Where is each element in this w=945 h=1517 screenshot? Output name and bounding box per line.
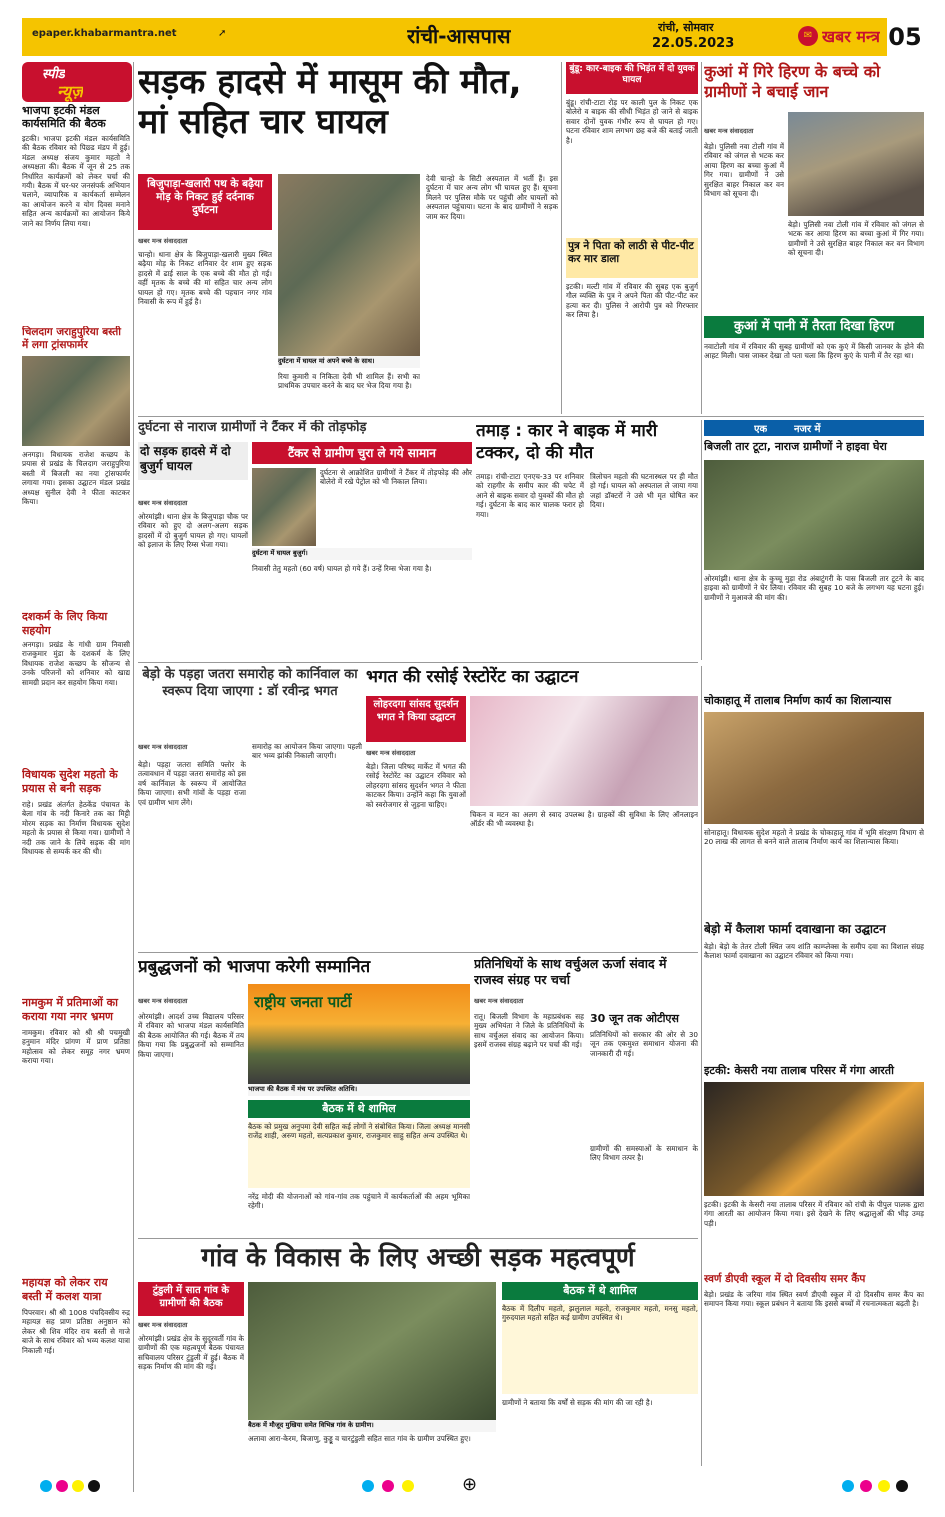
elders-headline: प्रबुद्धजनों को भाजपा करेगी सम्मानित xyxy=(138,957,371,977)
restaurant-story xyxy=(366,666,698,950)
bottom-byline: खबर मन्त्र संवाददाता xyxy=(138,1321,188,1329)
lead-story xyxy=(138,62,558,414)
revenue-body: रातू। बिजली विभाग के महाप्रबंधक सह मुख्य अभियंता ने जिले के प्रतिनिधियों के साथ वर्चुअल संवाद का आयोजन किया। इसमें राजस्व संग्रह बढ़ाने पर चर्चा की गई। xyxy=(474,1012,584,1050)
lead-body-1: चान्हो। थाना क्षेत्र के बिजुपाड़ा-खलारी मुख्य स्थित बढ़ैया मोड़ के निकट शनिवार देर शाम हुए सड़क हादसे में ढाई साल के एक बच्चे की मौत हो गई। वहीं मृतक के बच्चे की मां सहित चार अन्य लोग घायल हो गए। मृतक बच्चे की पहचान नगर गांव निवासी के रूप में हुई है। xyxy=(138,250,272,307)
row4-divider xyxy=(138,1238,698,1239)
budu-box-title: बुंडू: कार-बाइक की भिड़ंत में दो युवक घायल xyxy=(566,62,698,94)
tamad-headline: तमाड़ : कार ने बाइक में मारी टक्कर, दो की मौत xyxy=(476,421,658,463)
site-url[interactable]: epaper.khabarmantra.net xyxy=(32,28,177,39)
jatra-body-2: समारोह का आयोजन किया जाएगा। पहली बार भव्य झांकी निकाली जाएगी। xyxy=(252,742,362,761)
electric-body: ओरमांझी। थाना क्षेत्र के कुच्चू मुड़ा रोड अंबाटुंगरी के पास बिजली तार टूटने के बाद हाइवा को ग्रामीणों ने घेर लिया। रविवार की सुबह 10 बजे के लगभग यह घटना हुई। ग्रामीणों ने मुआवजे की मांग की। xyxy=(704,574,924,602)
elders-body-2: नरेंद्र मोदी की योजनाओं को गांव-गांव तक पहुंचाने में कार्यकर्ताओं की अहम भूमिका रहेगी। xyxy=(248,1192,470,1211)
deer-story xyxy=(704,62,924,414)
jatra-body: बेड़ो। पड़हा जतरा समिति फ्लोर के तत्वावधान में पड़हा जतरा समारोह को इस वर्ष कार्निवाल के स्वरूप में आयोजित किया जाएगा। सभी गांवों के पड़हा राजा एवं ग्रामीण भाग लेंगे। xyxy=(138,760,246,807)
lead-headline: सड़क हादसे में मासूम की मौत, मां सहित चार घायल xyxy=(138,62,522,142)
son-father-body: इटकी। मल्टी गांव में रविवार की सुबह एक बुजुर्ग गौल व्यक्ति के पुत्र ने अपने पिता की पीट-पीट कर हत्या कर दी। पुलिस ने आरोपी पुत्र को गिरफ्तार कर लिया है। xyxy=(566,282,698,320)
color-dot-7 xyxy=(402,1480,414,1492)
electric-headline: बिजली तार टूटा, नाराज ग्रामीणों ने हाइवा घेरा xyxy=(704,440,887,453)
left-item-5-body: नामकुम। रविवार को श्री श्री पचमुखी हनुमान मंदिर प्रांगण में प्राण प्रतिष्ठा महोत्सव को लेकर समूह नगर भ्रमण कराया गया। xyxy=(22,1028,130,1066)
left-item-2-body: अनगड़ा। विधायक राजेश कच्छप के प्रयास से प्रखंड के चिलदाग जराहुपुरिया बस्ती में बिजली का नया ट्रांसफार्मर लगाया गया। इसका उद्घाटन मंडल प्रखंड अध्यक्ष सुनील देवी ने फीता काटकर किया। xyxy=(22,450,130,507)
deer-sub-box: कुआं में पानी में तैरता दिखा हिरण xyxy=(704,316,924,338)
deer-body-b: बेड़ो। पुलिसी नवा टोली गांव में रविवार को जंगल से भटक कर आया हिरण का बच्चा कुआं में गिर गया। ग्रामीणों ने उसे सुरक्षित बाहर निकाल कर वन विभाग को सूचना दी। xyxy=(788,220,924,258)
summer-body: बेड़ो। प्रखंड के जरिया गांव स्थित स्वर्ण डीएवी स्कूल में दो दिवसीय समर कैंप का समापन किया गया। स्कूल प्रबंधन ने बताया कि इससे बच्चों में रचनात्मकता बढ़ती है। xyxy=(704,1290,924,1309)
row1-divider xyxy=(138,416,924,417)
tanker-box: टैंकर से ग्रामीण चुरा ले गये सामान xyxy=(252,442,472,464)
bottom-photo xyxy=(248,1282,496,1420)
ek-nazar-band xyxy=(704,420,924,436)
left-item-6-body: पिपरवार। श्री श्री 1008 पंचदिवसीय रुद्र महायज्ञ सह प्राण प्रतिष्ठा अनुष्ठान को लेकर श्री शिव मंदिर राय बस्ती से गाजे बाजे के साथ रविवार को भव्य कलश यात्रा निकाली गई। xyxy=(22,1308,130,1355)
lead-sub-box: बिजुपाड़ा-खलारी पथ के बढ़ैया मोड़ के निकट हुई दर्दनाक दुर्घटना xyxy=(138,174,272,230)
revenue-box: 30 जून तक ओटीएस xyxy=(590,1012,679,1025)
budu-body: बुंडू। रांची-टाटा रोड़ पर काली पुल के निकट एक बोलेरो व बाइक की सीधी भिड़ंत हो जाने से बाइक सवार दोनों युवक गंभीर रूप से घायल हो गए। घटना रविवार शाम लगभग छह बजे की बताई जाती है। xyxy=(566,98,698,145)
left-item-5-title: नामकुम में प्रतिमाओं का कराया गया नगर भ्रमण xyxy=(22,996,118,1023)
left-item-4-title: विधायक सुदेश महतो के प्रयास से बनी सड़क xyxy=(22,768,118,795)
speed-news-line2: न्यूज़ xyxy=(57,82,83,101)
color-dot-6 xyxy=(382,1480,394,1492)
deer-byline: खबर मन्त्र संवाददाता xyxy=(704,127,754,135)
left-item-3-body: अनगड़ा। प्रखंड के गांधी ग्राम निवासी राजकुमार मुंडा के दशकर्म के लिए विधायक राजेश कच्छप के सौजन्य से उनके परिजनों को शनिवार को खाद्य सामग्री प्रदान कर सहयोग किया गया। xyxy=(22,640,130,687)
budu-story xyxy=(566,62,698,414)
bottom-box-2: बैठक में थे शामिल xyxy=(502,1282,698,1300)
revenue-body-2: ग्रामीणों की समस्याओं के समाधान के लिए विभाग तत्पर है। xyxy=(590,1144,698,1163)
pond-body: सोनाहातू। विधायक सुदेश महतो ने प्रखंड के चोकाहातू गांव में भूमि संरक्षण विभाग से 20 लाख की लागत से बनने वाले तालाब निर्माण कार्य का शिलान्यास किया। xyxy=(704,828,924,847)
color-dot-2 xyxy=(56,1480,68,1492)
tamad-story xyxy=(476,420,698,660)
page-number: 05 xyxy=(887,18,923,56)
color-dot-3 xyxy=(72,1480,84,1492)
bottom-body-2: अलावा आरा-केरम, बिजाणु, कुड्डू व चारटुंडुली सहित सात गांव के ग्रामीण उपस्थित हुए। xyxy=(248,1434,471,1443)
left-column-divider xyxy=(133,62,134,1492)
electric-story xyxy=(704,420,924,690)
elders-banner-text: राष्ट्रीय जनता पार्टी xyxy=(254,993,352,1011)
cursor-icon: ➚ xyxy=(218,28,227,39)
lead-byline: खबर मन्त्र संवाददाता xyxy=(138,237,188,245)
tamad-divider xyxy=(701,420,702,660)
restaurant-headline: भगत की रसोई रेस्टोरेंट का उद्घाटन xyxy=(366,667,579,687)
lead-photo-caption: दुर्घटना में घायल मां अपने बच्चे के साथ। xyxy=(278,356,420,368)
color-dot-11 xyxy=(896,1480,908,1492)
revenue-headline: प्रतिनिधियों के साथ वर्चुअल ऊर्जा संवाद में राजस्व संग्रह पर चर्चा xyxy=(474,956,667,987)
deer-sub-body: नवाटोली गांव में रविवार की सुबह ग्रामीणों को एक कुएं में किसी जानवर के होने की आहट मिली। पास जाकर देखा तो पता चला कि हिरण कुएं के पानी में तैर रहा था। xyxy=(704,342,924,361)
bottom-box: टुंडुली में सात गांव के ग्रामीणों की बैठक xyxy=(138,1282,244,1316)
ek-label: एक xyxy=(754,424,768,435)
restaurant-box: लोहरदगा सांसद सुदर्शन भगत ने किया उद्घाटन xyxy=(366,696,466,742)
elders-meeting-box: बैठक में थे शामिल xyxy=(248,1100,470,1118)
bottom-photo-caption: बैठक में मौजूद मुखिया समेत विभिन्न गांव के ग्रामीण। xyxy=(248,1420,496,1432)
left-item-4-body: राहे। प्रखंड अंतर्गत हेठकेंड पंचायत के बेला गांव के नदी किनारे तक का मिट्टी मोरम सड़क का निर्माण विधायक सुदेश महतो के प्रयास से किया गया। ग्रामीणों ने नदी तक जाने के लिये सड़क की मांग विधायक से सम्पर्क कर की थी। xyxy=(22,800,130,857)
lead-body-3: देवी चान्हो के सिटी अस्पताल में भर्ती हैं। इस दुर्घटना में चार अन्य लोग भी घायल हुए हैं। सूचना मिलने पर पुलिस मौके पर पहुंची और घायलों को अस्पताल पहुंचाया। घटना के बाद ग्रामीणों ने सड़क जाम कर दिया। xyxy=(426,174,558,221)
pond-story xyxy=(704,694,924,918)
bottom-body: ओरमांझी। प्रखंड क्षेत्र के सुदूरवर्ती गांव के ग्रामीणों की एक महत्वपूर्ण बैठक पंचायत सचिवालय परिसर टुंडुली में हुई। बैठक में सड़क निर्माण की मांग की गई। xyxy=(138,1334,244,1372)
pond-photo xyxy=(704,712,924,824)
elders-photo-caption: भाजपा की बैठक में मंच पर उपस्थित अतिथि। xyxy=(248,1084,470,1096)
color-dot-1 xyxy=(40,1480,52,1492)
brand-name: खबर मन्त्र xyxy=(822,27,880,46)
aarti-photo xyxy=(704,1082,924,1196)
aarti-story xyxy=(704,1064,924,1270)
budu-divider xyxy=(701,62,702,414)
electric-photo xyxy=(704,460,924,570)
tanker-kicker: दुर्घटना से नाराज ग्रामीणों ने टैंकर में की तोड़फोड़ xyxy=(138,420,367,435)
nazar-label: नजर में xyxy=(794,424,821,435)
tanker-body: ओरमांझी। थाना क्षेत्र के बिजुपाड़ा चौक पर रविवार को हुए दो अलग-अलग सड़क हादसों में दो बुजुर्ग घायल हो गए। घायलों को इलाज के लिए रिम्स भेजा गया। xyxy=(138,512,248,550)
color-dot-4 xyxy=(88,1480,100,1492)
jatra-headline: बेड़ो के पड़हा जतरा समारोह को कार्निवाल का स्वरूप दिया जाएगा : डॉ रवीन्द्र भगत xyxy=(142,667,358,699)
tanker-byline: खबर मन्त्र संवाददाता xyxy=(138,499,188,507)
print-registration-marks xyxy=(22,1470,923,1510)
pharmacy-story xyxy=(704,922,924,1062)
jatra-byline: खबर मन्त्र संवाददाता xyxy=(138,743,188,751)
color-dot-8 xyxy=(842,1480,854,1492)
jatra-story xyxy=(138,666,362,950)
deer-headline: कुआं में गिरे हिरण के बच्चे को ग्रामीणों ने बचाई जान xyxy=(704,62,881,101)
revenue-box-body: प्रतिनिधियों को सरकार की ओर से 30 जून तक एकमुश्त समाधान योजना की जानकारी दी गई। xyxy=(590,1030,698,1058)
elders-byline: खबर मन्त्र संवाददाता xyxy=(138,997,188,1005)
elders-story xyxy=(138,956,470,1236)
restaurant-byline: खबर मन्त्र संवाददाता xyxy=(366,749,416,757)
header-day: रांची, सोमवार xyxy=(658,21,714,34)
page-header xyxy=(22,18,923,56)
tamad-body-2: त्रिलोचन महतो की घटनास्थल पर ही मौत हो गई। घायल को अस्पताल ले जाया गया जहां डॉक्टरों ने उसे भी मृत घोषित कर दिया। xyxy=(590,472,698,510)
left-item-3-title: दशकर्म के लिए किया सहयोग xyxy=(22,610,108,637)
pharmacy-body: बेड़ो। बेड़ो के तेतर टोली स्थित जय शांति काम्प्लेक्स के समीप दवा का विशाल संग्रह कैलाश फार्मा दवाखाना का उद्घाटन रविवार को किया गया। xyxy=(704,942,924,961)
color-dot-10 xyxy=(878,1480,890,1492)
deer-photo xyxy=(788,112,924,216)
aarti-headline: इटकी: केसरी नया तालाब परिसर में गंगा आरती xyxy=(704,1064,894,1077)
pharmacy-headline: बेड़ो में कैलाश फार्मा दवाखाना का उद्घाटन xyxy=(704,922,886,936)
son-father-title: पुत्र ने पिता को लाठी से पीट-पीट कर मार डाला xyxy=(566,238,698,278)
bottom-body-3: ग्रामीणों ने बताया कि वर्षों से सड़क की मांग की जा रही है। xyxy=(502,1398,653,1407)
restaurant-body-2: चिकन व मटन का अलग से स्वाद उपलब्ध है। ग्राहकों की सुविधा के लिए ऑनलाइन ऑर्डर की भी व्यवस्था है। xyxy=(470,810,698,829)
left-item-2-title: चिलदाग जराहुपुरिया बस्ती में लगा ट्रांसफार्मर xyxy=(22,326,121,351)
revenue-byline: खबर मन्त्र संवाददाता xyxy=(474,997,524,1005)
left-item-6-title: महायज्ञ को लेकर राय बस्ती में कलश यात्रा xyxy=(22,1276,108,1303)
speed-news-badge xyxy=(22,62,132,102)
tamad-body: तमाड़। रांची-टाटा एनएच-33 पर शनिवार को राहगीर के समीप कार की चपेट में आने से बाइक सवार दो युवकों की मौत हो गई। दुर्घटना के बाद कार चालक फरार हो गया। xyxy=(476,472,584,519)
tanker-story xyxy=(138,420,472,660)
bottom-box-2-body: बैठक में दिलीप महतो, झलुलाल महतो, राजकुमार महतो, मनसु महतो, गुरुदयाल महतो सहित कई ग्रामीण उपस्थित थे। xyxy=(502,1304,698,1394)
revenue-story xyxy=(474,956,698,1236)
row2-divider xyxy=(138,662,698,663)
lead-divider xyxy=(561,62,562,414)
crosshair-icon: ⊕ xyxy=(462,1474,478,1495)
color-dot-5 xyxy=(362,1480,374,1492)
summer-story xyxy=(704,1272,924,1462)
summer-headline: स्वर्ण डीएवी स्कूल में दो दिवसीय समर कैंप xyxy=(704,1273,866,1285)
transformer-photo xyxy=(22,356,130,446)
lead-photo xyxy=(278,174,420,356)
bottom-headline: गांव के विकास के लिए अच्छी सड़क महत्वपूर्ण xyxy=(201,1243,635,1273)
row3-divider xyxy=(138,952,698,953)
left-item-1-body: इटकी। भाजपा इटकी मंडल कार्यसमिति की बैठक रविवार को पिछ्ड मंडप में हुई। मंडल अध्यक्ष संजय कुमार महतो ने अध्यक्षता की। बैठक में जून से 25 तक निर्धारित कार्यक्रमों को लेकर चर्चा की गयी। बैठक में घर-घर जनसंपर्क अभियान चलाने, व्यापारिक व कार्यकर्ता सम्मेलन का आयोजन करने व योग दिवस मनाने सहित अन्य कार्यक्रमों का आयोजन किये जाने का निर्णय लिया गया। xyxy=(22,134,130,228)
left-column xyxy=(22,104,130,1494)
speed-news-line1: स्पीड xyxy=(42,67,65,82)
restaurant-body: बेड़ो। जिला परिषद मार्केट में भगत की रसोई रेस्टोरेंट का उद्घाटन रविवार को लोहरदगा सांसद सुदर्शन भगत ने फीता काटकर किया। उन्होंने कहा कि युवाओं को स्वरोजगार से जुड़ना चाहिए। xyxy=(366,762,466,809)
tanker-side-head: दो सड़क हादसे में दो बुजुर्ग घायल xyxy=(138,442,248,480)
restaurant-photo xyxy=(470,696,698,806)
tanker-box-body: दुर्घटना से आक्रोशित ग्रामीणों ने टैंकर में तोड़फोड़ की और बोलेरो में रखे पेट्रोल को भी निकाल लिया। xyxy=(320,468,472,487)
elders-body: ओरमांझी। आदर्श उच्च विद्यालय परिसर में रविवार को भाजपा मंडल कार्यसमिति की बैठक आयोजित की गई। बैठक में तय किया गया कि प्रबुद्धजनों को सम्मानित किया जाएगा। xyxy=(138,1012,244,1059)
elders-photo xyxy=(248,984,470,1084)
color-dot-9 xyxy=(860,1480,872,1492)
lead-body-2: रिया कुमारी व निकिता देवी भी शामिल हैं। सभी का प्राथमिक उपचार करने के बाद घर भेज दिया गया है। xyxy=(278,372,420,391)
deer-body: बेड़ो। पुलिसी नवा टोली गांव में रविवार को जंगल से भटक कर आया हिरण का बच्चा कुआं में गिर गया। ग्रामीणों ने उसे सुरक्षित बाहर निकाल कर वन विभाग को सूचना दी। xyxy=(704,142,784,199)
tanker-photo xyxy=(252,468,316,546)
section-title: रांची-आसपास xyxy=(407,24,511,48)
header-date: 22.05.2023 xyxy=(652,36,735,51)
aarti-body: इटकी। इटकी के केसरी नया तालाब परिसर में रविवार को रांची के पीपुल पालक द्वारा गंगा आरती का आयोजन किया गया। इसे देखने के लिए श्रद्धालुओं की भीड़ उमड़ पड़ी। xyxy=(704,1200,924,1228)
tanker-body-2: निवासी तेतु महतो (60 वर्ष) घायल हो गये हैं। उन्हें रिम्स भेजा गया है। xyxy=(252,564,432,573)
elders-meeting-body: बैठक को प्रमुख अनुपमा देवी सहित कई लोगों ने संबोधित किया। जिला अध्यक्ष मानसी राजेंद्र शाही, अरुण महतो, सत्यप्रकाश कुमार, राजकुमार साहु सहित अन्य उपस्थित थे। xyxy=(248,1122,470,1188)
left-item-1-title: भाजपा इटकी मंडल कार्यसमिति की बैठक xyxy=(22,104,106,130)
pond-headline: चोकाहातू में तालाब निर्माण कार्य का शिलान्यास xyxy=(704,694,892,707)
tanker-photo-caption: दुर्घटना में घायल बुजुर्ग। xyxy=(252,548,472,560)
bottom-story xyxy=(138,1242,698,1464)
brand-logo-icon: ✉ xyxy=(798,26,818,46)
right-column-divider xyxy=(701,666,702,1466)
